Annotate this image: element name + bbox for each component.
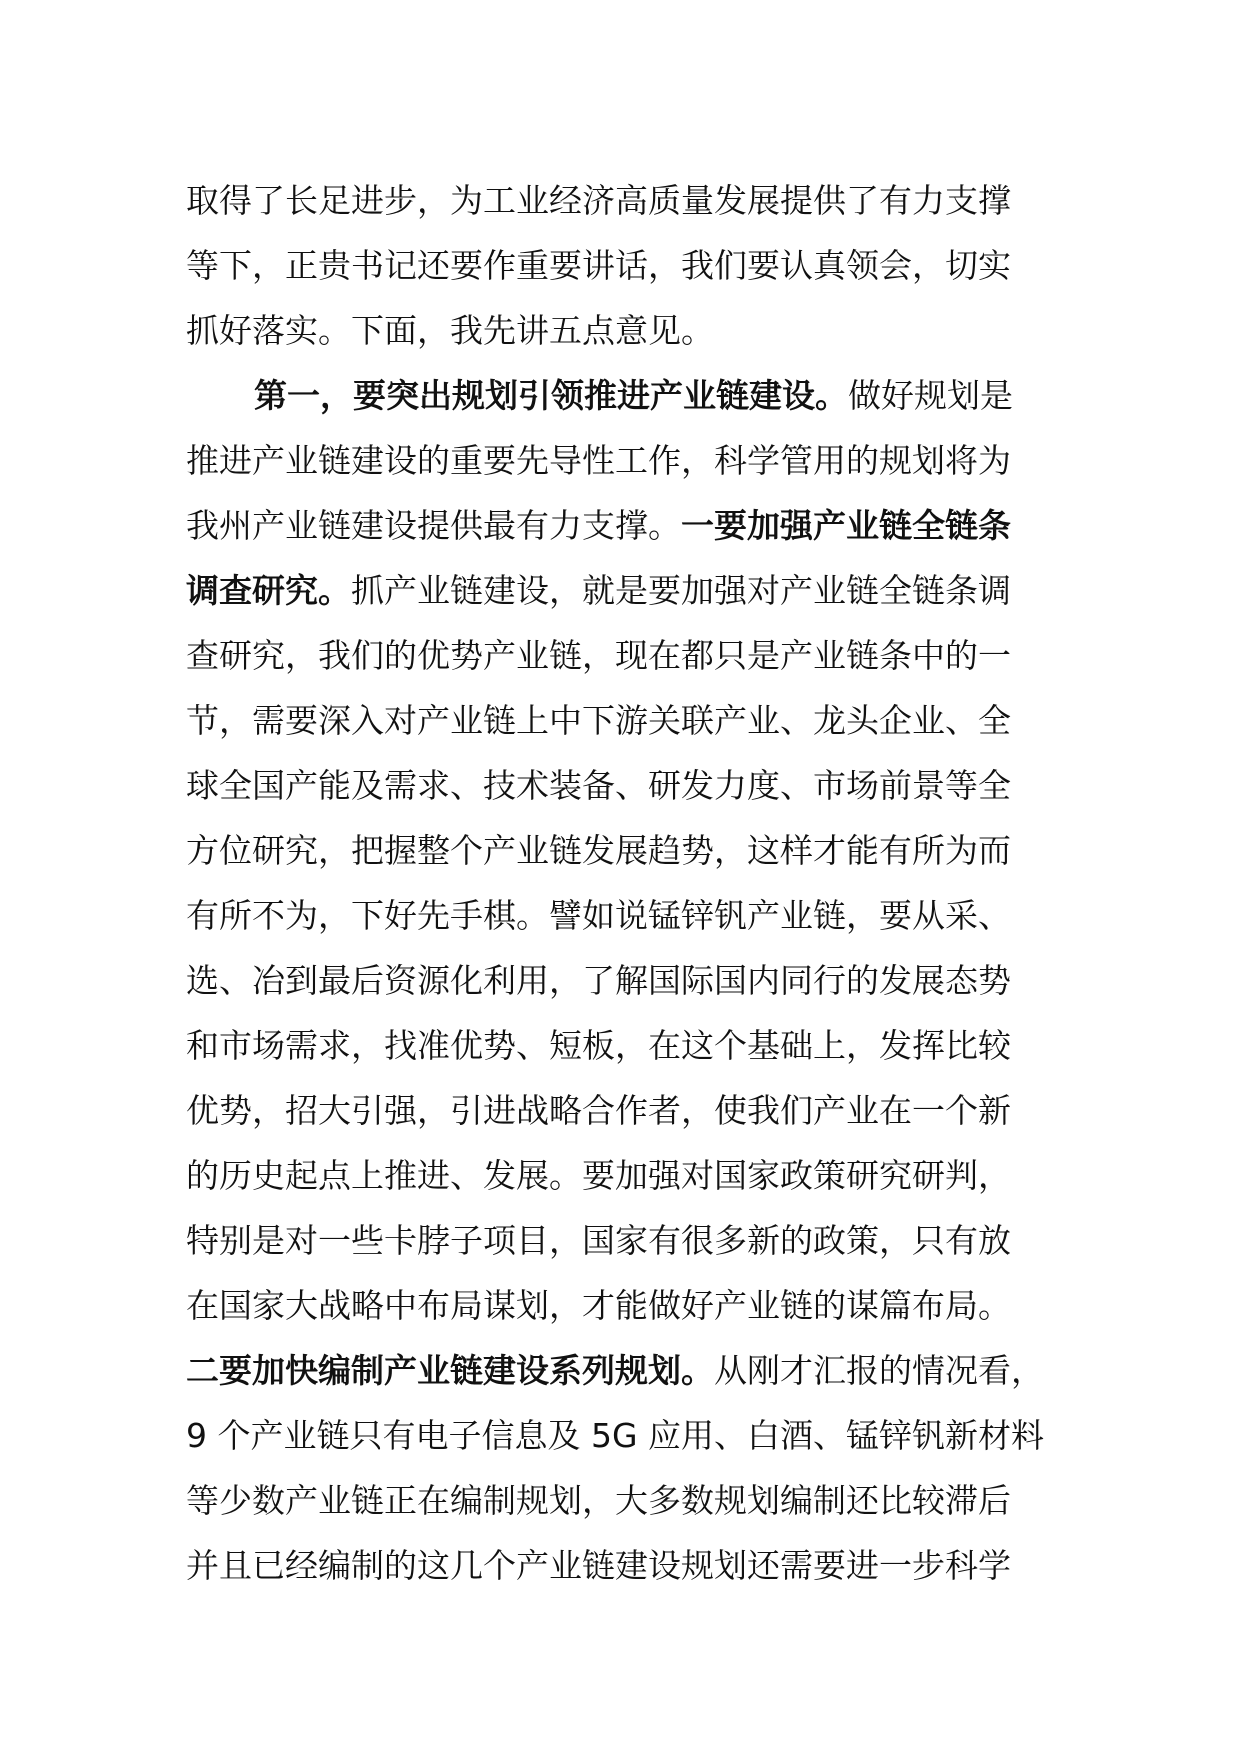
text-line — [186, 818, 1056, 883]
body-text: 从刚才汇报的情况看， — [714, 1351, 1044, 1390]
body-text: 并且已经编制的这几个产业链建设规划还需要进一步科学 — [186, 1546, 1011, 1585]
bold-heading-text: 二要加快编制产业链建设系列规划。 — [186, 1351, 714, 1390]
text-line — [186, 298, 1056, 363]
text-line — [186, 1013, 1056, 1078]
text-line — [186, 1403, 1056, 1468]
bold-heading-text: 一要加强产业链全链条 — [681, 506, 1011, 545]
text-line — [186, 1078, 1056, 1143]
text-line — [186, 688, 1056, 753]
text-line — [186, 623, 1056, 688]
document-page — [186, 168, 1056, 1598]
body-text: 抓产业链建设，就是要加强对产业链全链条调 — [351, 571, 1011, 610]
text-line — [186, 1533, 1056, 1598]
text-line — [186, 1338, 1056, 1403]
body-text: 推进产业链建设的重要先导性工作，科学管用的规划将为 — [186, 441, 1011, 480]
body-text: 优势，招大引强，引进战略合作者，使我们产业在一个新 — [186, 1091, 1011, 1130]
text-line — [186, 428, 1056, 493]
body-text: 节，需要深入对产业链上中下游关联产业、龙头企业、全 — [186, 701, 1011, 740]
body-text: 选、冶到最后资源化利用，了解国际国内同行的发展态势 — [186, 961, 1011, 1000]
text-line — [186, 883, 1056, 948]
text-line — [186, 558, 1056, 623]
body-text: 的历史起点上推进、发展。要加强对国家政策研究研判， — [186, 1156, 1011, 1195]
text-line — [186, 1208, 1056, 1273]
text-line — [186, 168, 1056, 233]
text-line — [186, 363, 1056, 428]
body-text: 查研究，我们的优势产业链，现在都只是产业链条中的一 — [186, 636, 1011, 675]
body-text: 等下，正贵书记还要作重要讲话，我们要认真领会，切实 — [186, 246, 1011, 285]
body-text: 我州产业链建设提供最有力支撑。 — [186, 506, 681, 545]
body-text: 和市场需求，找准优势、短板，在这个基础上，发挥比较 — [186, 1026, 1011, 1065]
body-text: 做好规划是 — [848, 376, 1013, 415]
body-text: 等少数产业链正在编制规划，大多数规划编制还比较滞后 — [186, 1481, 1011, 1520]
body-text: 在国家大战略中布局谋划，才能做好产业链的谋篇布局。 — [186, 1286, 1011, 1325]
body-text: 抓好落实。下面，我先讲五点意见。 — [186, 311, 714, 350]
body-text: 有所不为，下好先手棋。譬如说锰锌钒产业链，要从采、 — [186, 896, 1011, 935]
bold-heading-text: 调查研究。 — [186, 571, 351, 610]
body-text: 方位研究，把握整个产业链发展趋势，这样才能有所为而 — [186, 831, 1011, 870]
text-line — [186, 1468, 1056, 1533]
body-text: 球全国产能及需求、技术装备、研发力度、市场前景等全 — [186, 766, 1011, 805]
text-line — [186, 233, 1056, 298]
body-text: 特别是对一些卡脖子项目，国家有很多新的政策，只有放 — [186, 1221, 1011, 1260]
text-line — [186, 1143, 1056, 1208]
bold-heading-text: 第一，要突出规划引领推进产业链建设。 — [254, 376, 848, 415]
text-line — [186, 948, 1056, 1013]
text-line — [186, 493, 1056, 558]
body-text: 取得了长足进步，为工业经济高质量发展提供了有力支撑 — [186, 181, 1011, 220]
body-text: 9 个产业链只有电子信息及 5G 应用、白酒、锰锌钒新材料 — [186, 1416, 1045, 1455]
text-line — [186, 1273, 1056, 1338]
text-line — [186, 753, 1056, 818]
